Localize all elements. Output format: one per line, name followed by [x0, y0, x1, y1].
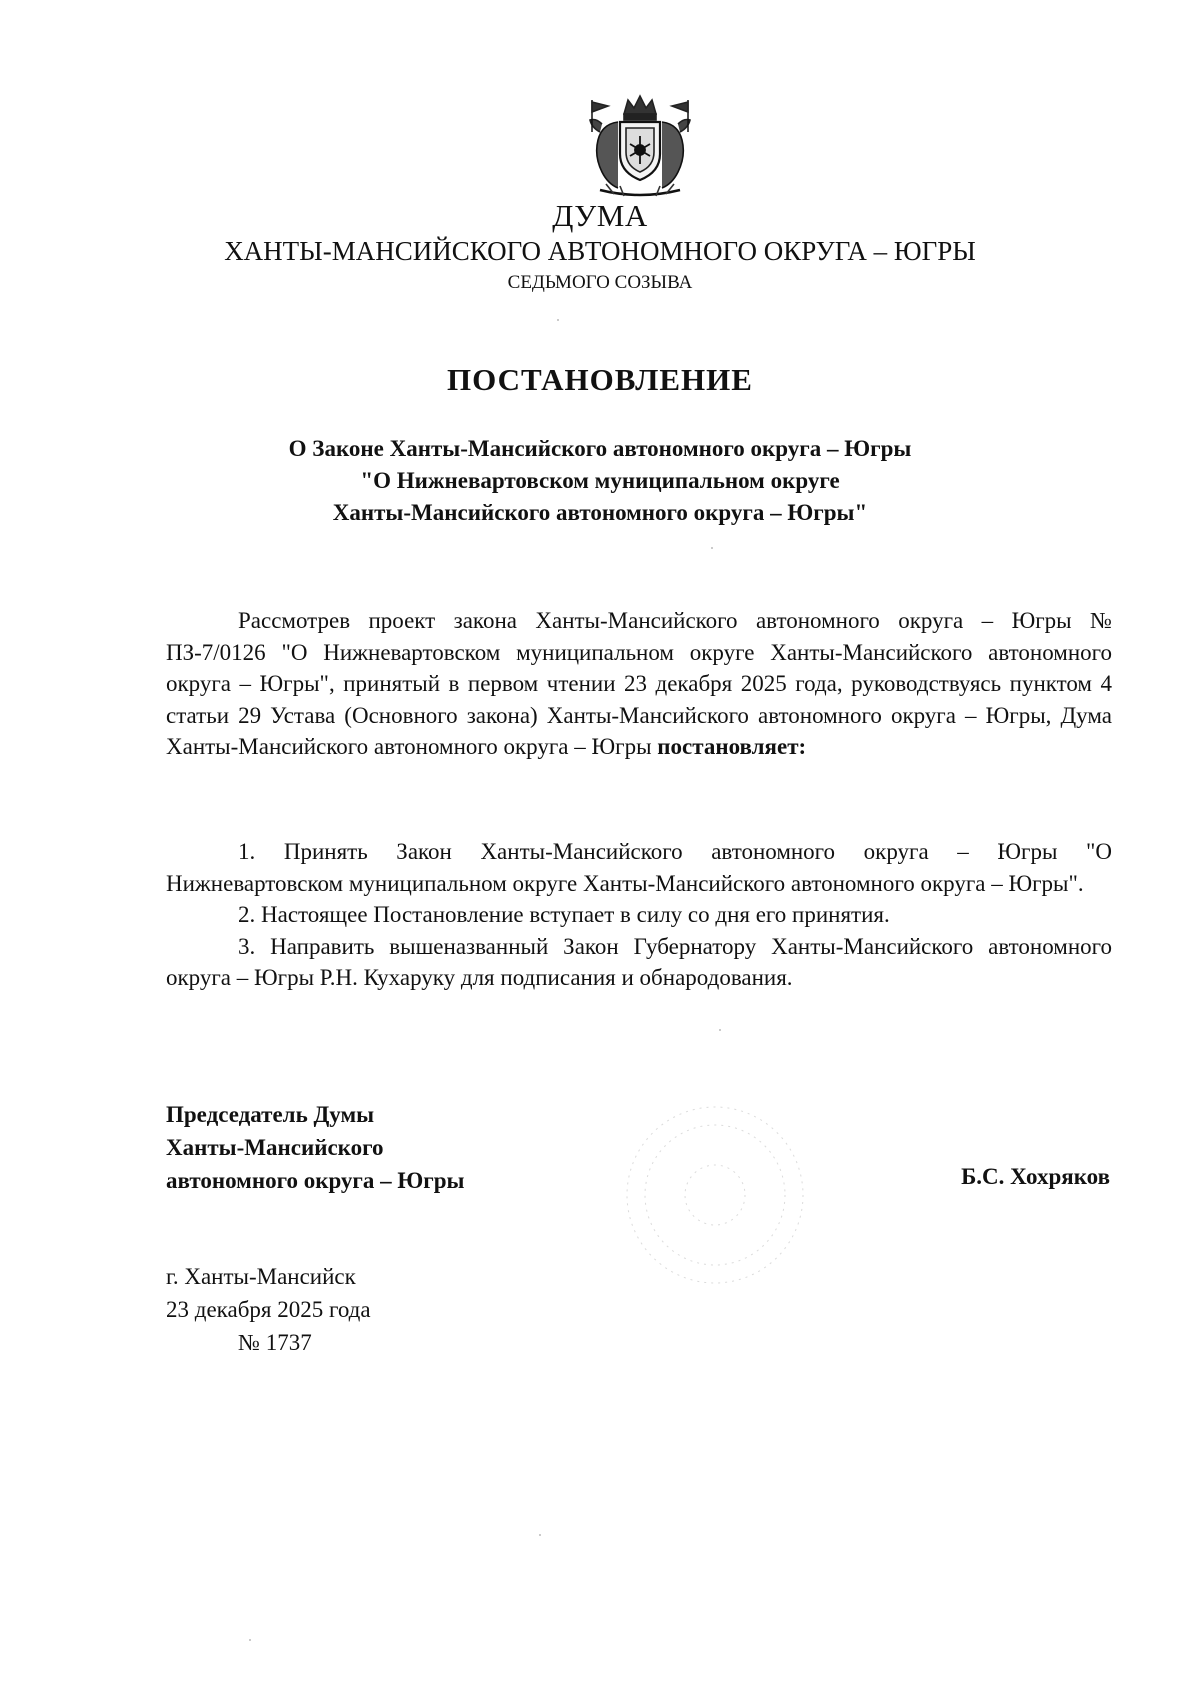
position-line: автономного округа – Югры	[166, 1168, 465, 1193]
position-line: Председатель Думы	[166, 1102, 375, 1127]
date: 23 декабря 2025 года	[166, 1297, 371, 1322]
convocation: СЕДЬМОГО СОЗЫВА	[507, 272, 693, 293]
signatory-name: Б.С. Хохряков	[961, 1164, 1110, 1189]
document-type: ПОСТАНОВЛЕНИЕ	[447, 362, 753, 397]
subject-line: "О Нижневартовском муниципальном округе	[360, 468, 840, 493]
list-item: 1. Принять Закон Ханты-Мансийского автономного округа – Югры "О Нижневартовском муниципальном округе Ханты-Мансийского автономного округа – Югры".	[166, 839, 1112, 896]
organization-name: ДУМА	[552, 198, 648, 233]
preamble-emphasis: постановляет:	[657, 734, 807, 759]
document-number: № 1737	[238, 1330, 312, 1355]
list-item: 3. Направить вышеназванный Закон Губернатору Ханты-Мансийского автономного округа – Югры Р.Н. Кухаруку для подписания и обнародования.	[166, 933, 1112, 990]
city: г. Ханты-Мансийск	[166, 1264, 356, 1289]
list-item: 2. Настоящее Постановление вступает в силу со дня его принятия.	[238, 902, 890, 927]
position-line: Ханты-Мансийского	[166, 1135, 384, 1160]
subject-line: Ханты-Мансийского автономного округа – Югры"	[332, 500, 868, 525]
organization-full-name: ХАНТЫ-МАНСИЙСКОГО АВТОНОМНОГО ОКРУГА – ЮГРЫ	[224, 236, 976, 266]
subject-line: О Законе Ханты-Мансийского автономного округа – Югры	[288, 436, 912, 461]
preamble-text: Рассмотрев проект закона Ханты-Мансийского автономного округа – Югры № ПЗ-7/0126 "О Нижневартовском муниципальном округе Ханты-Мансийского автономного округа – Югры", принятый в первом чтении 23 декабря 2025 года, руководствуясь пунктом 4 статьи 29 Устава (Основного закона) Ханты-Мансийского автономного округа – Югры, Дума Ханты-Мансийского автономного округа – Югры	[166, 608, 1112, 759]
